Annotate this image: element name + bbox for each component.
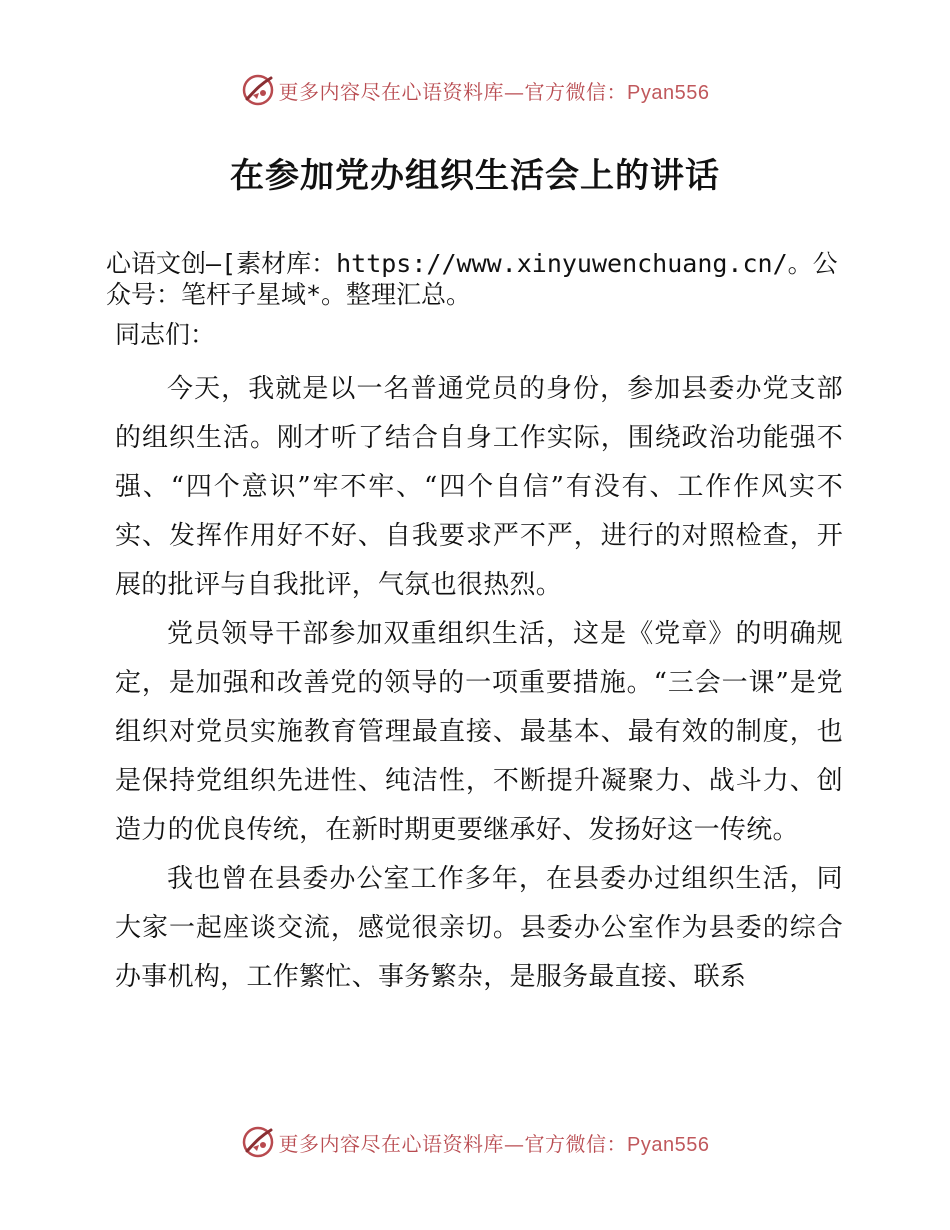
paragraph: 党员领导干部参加双重组织生活，这是《党章》的明确规定，是加强和改善党的领导的一项重要措施。“三会一课”是党组织对党员实施教育管理最直接、最基本、最有效的制度，也是保持党组织先进性、纯洁性，不断提升凝聚力、战斗力、创造力的优良传统，在新时期更要继承好、发扬好这一传统。 xyxy=(115,619,843,845)
document-title: 在参加党办组织生活会上的讲话 xyxy=(230,156,720,196)
header-banner xyxy=(0,70,950,110)
wechat-id: Pyan556 xyxy=(627,81,710,104)
source-line: 心语文创—[素材库：https://www.xinyuwenchuang.cn/。公众号：笔杆子星域*。整理汇总。 xyxy=(106,249,838,309)
document-body xyxy=(115,365,843,1002)
banner-text xyxy=(279,1128,710,1157)
brush-logo-icon xyxy=(241,73,275,107)
footer-banner xyxy=(0,1122,950,1162)
banner-label: 更多内容尽在心语资料库—官方微信： xyxy=(278,79,628,104)
wechat-id: Pyan556 xyxy=(627,1133,710,1156)
banner-text xyxy=(279,76,710,105)
greeting: 同志们： xyxy=(115,320,216,349)
banner-label: 更多内容尽在心语资料库—官方微信： xyxy=(278,1131,628,1156)
paragraph: 我也曾在县委办公室工作多年，在县委办过组织生活，同大家一起座谈交流，感觉很亲切。县委办公室作为县委的综合办事机构，工作繁忙、事务繁杂，是服务最直接、联系 xyxy=(115,864,843,992)
brush-logo-icon xyxy=(241,1125,275,1159)
paragraph: 今天，我就是以一名普通党员的身份，参加县委办党支部的组织生活。刚才听了结合自身工作实际，围绕政治功能强不强、“四个意识”牢不牢、“四个自信”有没有、工作作风实不实、发挥作用好不好、自我要求严不严，进行的对照检查，开展的批评与自我批评，气氛也很热烈。 xyxy=(115,374,843,600)
